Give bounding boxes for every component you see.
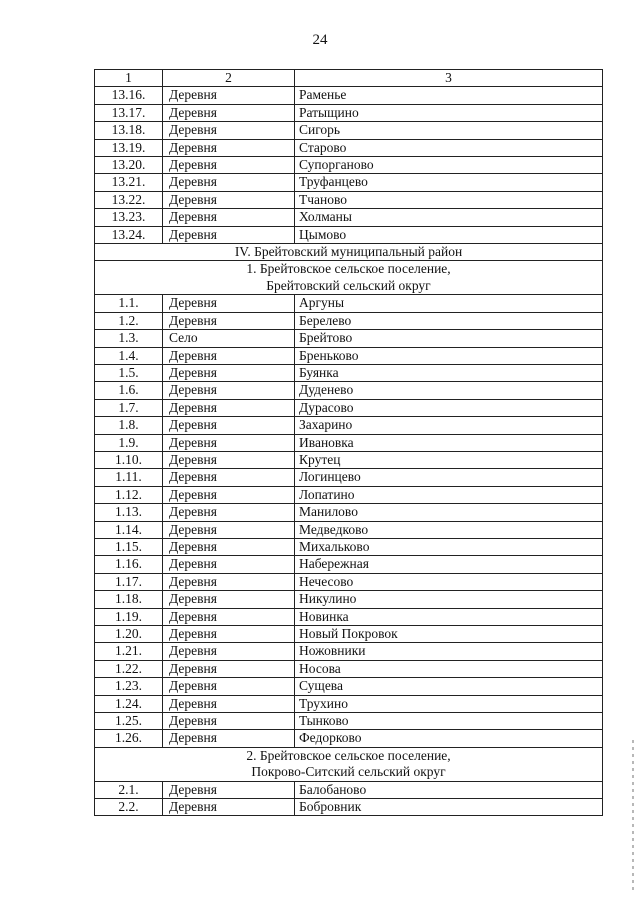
settlement-2-subtitle: Покрово-Ситский сельский округ	[95, 764, 603, 781]
header-col-3: 3	[295, 70, 603, 87]
settlement-name: Нечесово	[295, 573, 603, 590]
row-number: 1.17.	[95, 573, 163, 590]
settlement-type: Деревня	[163, 191, 295, 208]
table-row	[95, 608, 603, 625]
settlement-1-title: 1. Брейтовское сельское поселение,	[95, 261, 603, 278]
settlement-2-title: 2. Брейтовское сельское поселение,	[95, 747, 603, 764]
settlement-type: Деревня	[163, 312, 295, 329]
settlement-type: Деревня	[163, 364, 295, 381]
table-row	[95, 591, 603, 608]
settlement-name: Брейтово	[295, 330, 603, 347]
table-row	[95, 504, 603, 521]
table-row	[95, 399, 603, 416]
row-number: 1.9.	[95, 434, 163, 451]
district-title: IV. Брейтовский муниципальный район	[95, 244, 603, 261]
row-number: 1.15.	[95, 538, 163, 555]
settlement-name: Берелево	[295, 312, 603, 329]
settlement-type: Деревня	[163, 678, 295, 695]
settlement-name: Дурасово	[295, 399, 603, 416]
table-row	[95, 695, 603, 712]
settlement-type: Деревня	[163, 174, 295, 191]
table-row	[95, 312, 603, 329]
row-number: 1.6.	[95, 382, 163, 399]
settlement-2-row-1	[95, 747, 603, 764]
table-row	[95, 417, 603, 434]
row-number: 2.2.	[95, 799, 163, 816]
settlement-name: Михальково	[295, 538, 603, 555]
settlement-name: Буянка	[295, 364, 603, 381]
table-row	[95, 730, 603, 747]
settlement-type: Деревня	[163, 799, 295, 816]
settlement-1-row-1	[95, 261, 603, 278]
row-number: 1.16.	[95, 556, 163, 573]
settlement-name: Тчаново	[295, 191, 603, 208]
settlement-name: Медведково	[295, 521, 603, 538]
settlement-type: Деревня	[163, 434, 295, 451]
settlement-type: Деревня	[163, 347, 295, 364]
settlement-name: Бобровник	[295, 799, 603, 816]
table-row	[95, 678, 603, 695]
settlement-type: Деревня	[163, 781, 295, 798]
row-number: 1.10.	[95, 451, 163, 468]
row-number: 1.11.	[95, 469, 163, 486]
table-row	[95, 139, 603, 156]
table-row	[95, 556, 603, 573]
settlement-type: Деревня	[163, 399, 295, 416]
settlement-name: Труфанцево	[295, 174, 603, 191]
table-row	[95, 643, 603, 660]
settlement-type: Деревня	[163, 469, 295, 486]
header-col-2: 2	[163, 70, 295, 87]
settlement-name: Аргуны	[295, 295, 603, 312]
scan-edge-mark	[632, 740, 634, 890]
settlement-name: Бреньково	[295, 347, 603, 364]
table-row	[95, 799, 603, 816]
row-number: 1.5.	[95, 364, 163, 381]
row-number: 1.21.	[95, 643, 163, 660]
row-number: 13.19.	[95, 139, 163, 156]
settlement-type: Деревня	[163, 104, 295, 121]
settlement-name: Захарино	[295, 417, 603, 434]
settlement-type: Деревня	[163, 139, 295, 156]
table-row	[95, 226, 603, 243]
table-row	[95, 209, 603, 226]
table-row	[95, 573, 603, 590]
settlement-name: Носова	[295, 660, 603, 677]
row-number: 13.20.	[95, 157, 163, 174]
settlement-name: Тынково	[295, 713, 603, 730]
settlement-type: Деревня	[163, 730, 295, 747]
table-row	[95, 626, 603, 643]
settlement-name: Новинка	[295, 608, 603, 625]
row-number: 1.18.	[95, 591, 163, 608]
settlement-name: Набережная	[295, 556, 603, 573]
table-row	[95, 434, 603, 451]
settlement-type: Деревня	[163, 504, 295, 521]
row-number: 13.17.	[95, 104, 163, 121]
header-row	[95, 70, 603, 87]
table-row	[95, 538, 603, 555]
row-number: 1.3.	[95, 330, 163, 347]
settlement-name: Старово	[295, 139, 603, 156]
settlement-name: Манилово	[295, 504, 603, 521]
settlement-name: Супорганово	[295, 157, 603, 174]
settlement-name: Сущева	[295, 678, 603, 695]
table-row	[95, 87, 603, 104]
header-col-1: 1	[95, 70, 163, 87]
row-number: 1.22.	[95, 660, 163, 677]
table-row	[95, 469, 603, 486]
settlement-name: Никулино	[295, 591, 603, 608]
table-row	[95, 330, 603, 347]
settlement-1-subtitle: Брейтовский сельский округ	[95, 278, 603, 295]
row-number: 1.7.	[95, 399, 163, 416]
row-number: 1.25.	[95, 713, 163, 730]
table-row	[95, 521, 603, 538]
settlement-name: Ивановка	[295, 434, 603, 451]
settlement-type: Деревня	[163, 643, 295, 660]
settlement-type: Деревня	[163, 157, 295, 174]
settlement-type: Деревня	[163, 486, 295, 503]
settlement-type: Деревня	[163, 209, 295, 226]
settlement-type: Деревня	[163, 122, 295, 139]
settlement-type: Деревня	[163, 713, 295, 730]
settlement-type: Деревня	[163, 226, 295, 243]
table-row	[95, 660, 603, 677]
table-row	[95, 104, 603, 121]
table-row	[95, 347, 603, 364]
settlement-name: Холманы	[295, 209, 603, 226]
row-number: 2.1.	[95, 781, 163, 798]
row-number: 13.24.	[95, 226, 163, 243]
settlement-type: Деревня	[163, 538, 295, 555]
row-number: 1.23.	[95, 678, 163, 695]
settlements-table	[94, 69, 603, 816]
settlement-type: Деревня	[163, 521, 295, 538]
settlement-type: Деревня	[163, 295, 295, 312]
settlement-type: Деревня	[163, 87, 295, 104]
settlement-type: Деревня	[163, 660, 295, 677]
settlement-type: Деревня	[163, 556, 295, 573]
row-number: 13.16.	[95, 87, 163, 104]
row-number: 1.24.	[95, 695, 163, 712]
settlement-type: Деревня	[163, 695, 295, 712]
row-number: 1.2.	[95, 312, 163, 329]
settlement-type: Деревня	[163, 451, 295, 468]
settlement-name: Раменье	[295, 87, 603, 104]
settlement-type: Деревня	[163, 417, 295, 434]
settlement-name: Сигорь	[295, 122, 603, 139]
row-number: 1.8.	[95, 417, 163, 434]
row-number: 13.22.	[95, 191, 163, 208]
table-row	[95, 191, 603, 208]
settlement-name: Балобаново	[295, 781, 603, 798]
settlement-1-row-2	[95, 278, 603, 295]
table-row	[95, 781, 603, 798]
page-number: 24	[312, 32, 328, 48]
row-number: 13.18.	[95, 122, 163, 139]
table-row	[95, 486, 603, 503]
district-row	[95, 244, 603, 261]
row-number: 1.1.	[95, 295, 163, 312]
table-row	[95, 451, 603, 468]
settlement-name: Логинцево	[295, 469, 603, 486]
settlement-name: Лопатино	[295, 486, 603, 503]
table-row	[95, 364, 603, 381]
settlement-name: Ножовники	[295, 643, 603, 660]
row-number: 1.19.	[95, 608, 163, 625]
row-number: 1.20.	[95, 626, 163, 643]
settlement-name: Дуденево	[295, 382, 603, 399]
table-row	[95, 157, 603, 174]
settlement-type: Деревня	[163, 573, 295, 590]
settlement-type: Деревня	[163, 591, 295, 608]
settlement-name: Новый Покровок	[295, 626, 603, 643]
row-number: 1.12.	[95, 486, 163, 503]
settlement-name: Трухино	[295, 695, 603, 712]
row-number: 1.4.	[95, 347, 163, 364]
settlement-2-row-2	[95, 764, 603, 781]
settlement-name: Крутец	[295, 451, 603, 468]
table-row	[95, 122, 603, 139]
row-number: 13.23.	[95, 209, 163, 226]
settlement-type: Деревня	[163, 608, 295, 625]
settlement-name: Ратыщино	[295, 104, 603, 121]
row-number: 1.14.	[95, 521, 163, 538]
settlement-name: Цымово	[295, 226, 603, 243]
table-row	[95, 174, 603, 191]
row-number: 13.21.	[95, 174, 163, 191]
table-row	[95, 382, 603, 399]
settlement-name: Федорково	[295, 730, 603, 747]
table-row	[95, 713, 603, 730]
settlement-type: Деревня	[163, 626, 295, 643]
table-row	[95, 295, 603, 312]
settlement-type: Деревня	[163, 382, 295, 399]
settlement-type: Село	[163, 330, 295, 347]
row-number: 1.26.	[95, 730, 163, 747]
row-number: 1.13.	[95, 504, 163, 521]
